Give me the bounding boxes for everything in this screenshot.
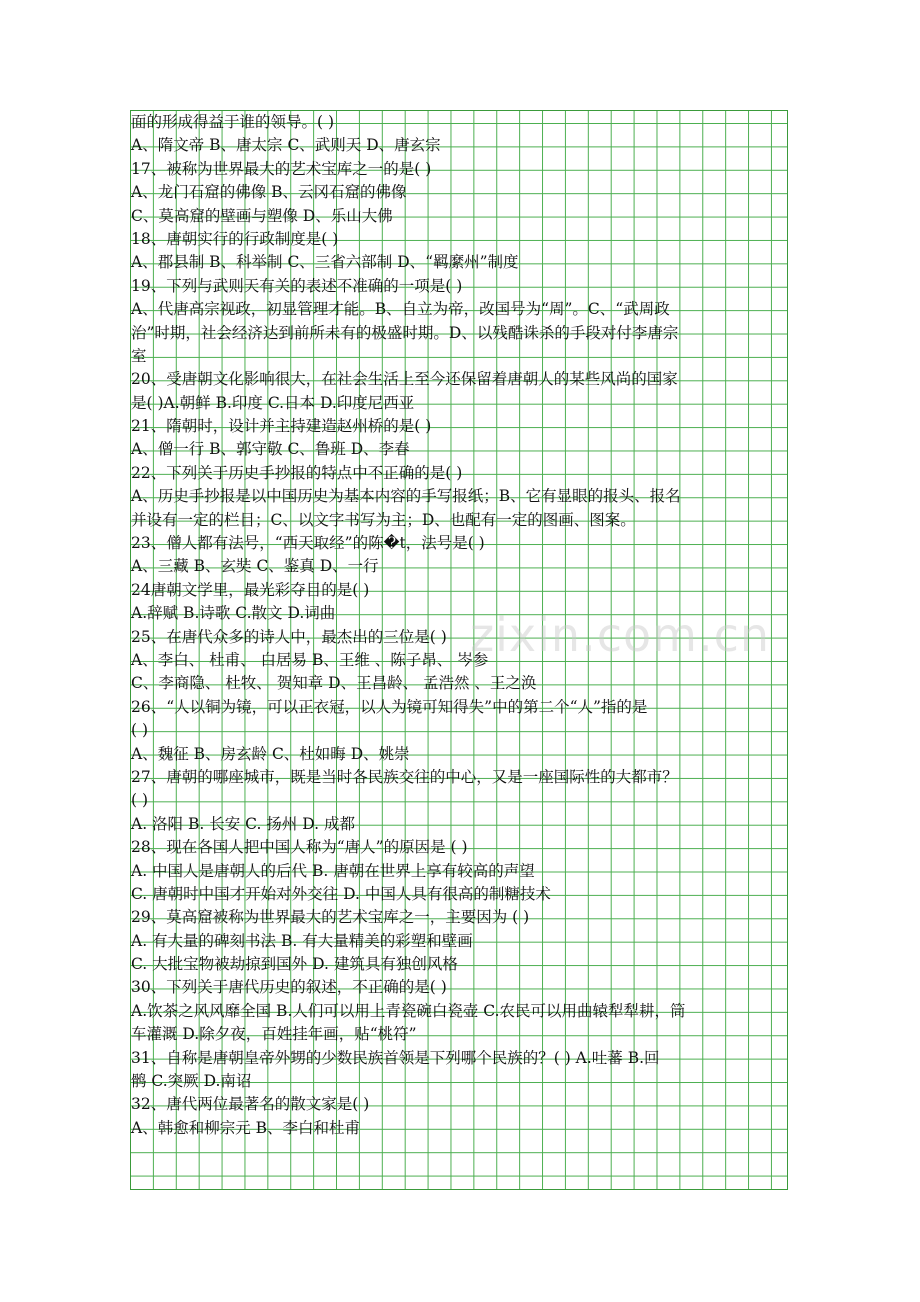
text-line: 25、在唐代众多的诗人中，最杰出的三位是( ) xyxy=(131,627,447,646)
text-line: C、莫高窟的壁画与塑像 D、乐山大佛 xyxy=(131,206,393,225)
text-line: A、僧一行 B、郭守敬 C、鲁班 D、李春 xyxy=(131,440,410,459)
text-line: ( ) xyxy=(131,721,149,740)
text-line: 22、下列关于历史手抄报的特点中不正确的是( ) xyxy=(131,463,463,482)
text-line: A.饮茶之风风靡全国 B.人们可以用上青瓷碗白瓷壶 C.农民可以用曲辕犁犁耕，筒 xyxy=(131,1001,686,1020)
text-line: A、龙门石窟的佛像 B、云冈石窟的佛像 xyxy=(131,183,407,202)
watermark: zixin.com.cn xyxy=(470,608,771,662)
text-line: 27、唐朝的哪座城市，既是当时各民族交往的中心，又是一座国际性的大都市？ xyxy=(131,767,678,786)
text-line: A. 有大量的碑刻书法 B. 有大量精美的彩塑和壁画 xyxy=(131,931,473,950)
text-line: 23、僧人都有法号，“西天取经”的陈�t，法号是( ) xyxy=(131,534,485,553)
text-line: 是( )A.朝鲜 B.印度 C.日本 D.印度尼西亚 xyxy=(131,393,415,412)
text-line: 24唐朝文学里，最光彩夺目的是( ) xyxy=(131,580,370,599)
text-line: A.辞赋 B.诗歌 C.散文 D.词曲 xyxy=(131,604,336,623)
text-line: A、郡县制 B、科举制 C、三省六部制 D、“羁縻州”制度 xyxy=(131,253,519,272)
text-line: A、三藏 B、玄奘 C、鉴真 D、一行 xyxy=(131,557,379,576)
text-line: 29、莫高窟被称为世界最大的艺术宝库之一，主要因为 ( ) xyxy=(131,908,530,927)
text-line: A. 中国人是唐朝人的后代 B. 唐朝在世界上享有较高的声望 xyxy=(131,861,535,880)
text-line: C. 大批宝物被劫掠到国外 D. 建筑具有独创风格 xyxy=(131,955,458,974)
text-line: A、李白、 杜甫、 白居易 B、王维 、陈子昂、 岑参 xyxy=(131,650,489,669)
text-line: 治”时期，社会经济达到前所未有的极盛时期。D、以残酷诛杀的手段对付李唐宗 xyxy=(131,323,679,342)
text-line: 20、受唐朝文化影响很大，在社会生活上至今还保留着唐朝人的某些风尚的国家 xyxy=(131,370,678,389)
text-line: 面的形成得益于谁的领导。( ) xyxy=(131,113,335,131)
text-line: 28、现在各国人把中国人称为“唐人”的原因是 ( ) xyxy=(131,838,468,857)
text-line: ( ) xyxy=(131,791,149,810)
text-line: 鹘 C.突厥 D.南诏 xyxy=(131,1072,252,1091)
text-line: 26、“人以铜为镜，可以正衣冠，以人为镜可知得失”中的第二个“人”指的是 xyxy=(131,697,648,716)
text-line: A、魏征 B、房玄龄 C、杜如晦 D、姚崇 xyxy=(131,744,410,763)
text-line: 21、隋朝时，设计并主持建造赵州桥的是( ) xyxy=(131,417,432,436)
text-line: 室 xyxy=(131,346,147,365)
text-line: 18、唐朝实行的行政制度是( ) xyxy=(131,229,339,248)
text-line: A、隋文帝 B、唐太宗 C、武则天 D、唐玄宗 xyxy=(131,136,441,155)
text-line: 30、下列关于唐代历史的叙述，不正确的是( ) xyxy=(131,978,447,997)
text-line: 并设有一定的栏目；C、以文字书写为主；D、也配有一定的图画、图案。 xyxy=(131,510,636,529)
text-line: 32、唐代两位最著名的散文家是( ) xyxy=(131,1095,370,1114)
text-line: 31、自称是唐朝皇帝外甥的少数民族首领是下列哪个民族的？( ) A.吐蕃 B.回 xyxy=(131,1048,660,1067)
text-line: 17、被称为世界最大的艺术宝库之一的是( ) xyxy=(131,159,432,178)
text-line: A、历史手抄报是以中国历史为基本内容的手写报纸；B、它有显眼的报头、报名 xyxy=(131,487,681,506)
text-line: 19、下列与武则天有关的表述不准确的一项是( ) xyxy=(131,276,463,295)
text-line: C. 唐朝时中国才开始对外交往 D. 中国人具有很高的制糖技术 xyxy=(131,884,551,903)
text-line: C、李商隐、 杜牧、 贺知章 D、王昌龄、 孟浩然 、王之涣 xyxy=(131,674,537,693)
text-line: 车灌溉 D.除夕夜，百姓挂年画，贴“桃符” xyxy=(131,1025,417,1044)
text-line: A、代唐高宗视政，初显管理才能。B、自立为帝，改国号为“周”。C、“武周政 xyxy=(131,300,670,319)
text-line: A、韩愈和柳宗元 B、李白和杜甫 xyxy=(131,1118,361,1137)
text-line: A. 洛阳 B. 长安 C. 扬州 D. 成都 xyxy=(131,814,355,833)
